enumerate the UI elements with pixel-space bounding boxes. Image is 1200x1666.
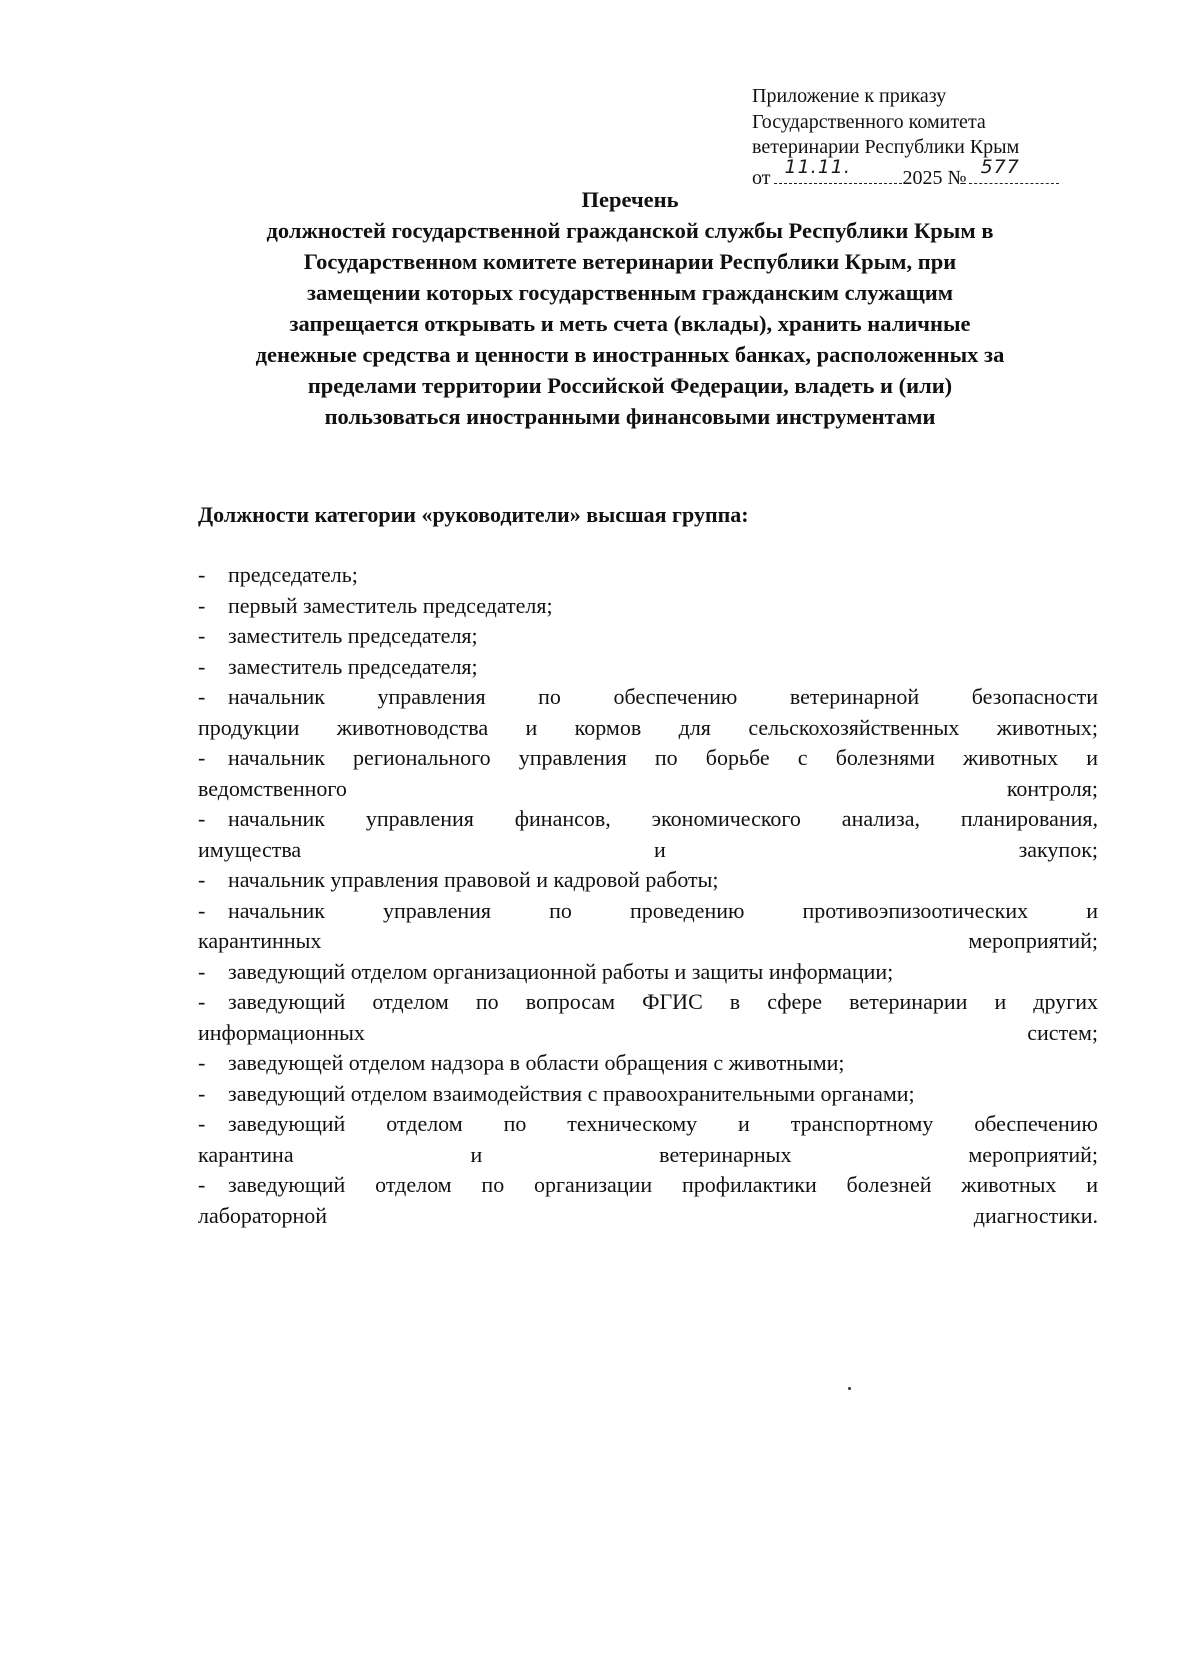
position-text-continuation: продукции животноводства и кормов для сельскохозяйственных животных; bbox=[198, 714, 1098, 740]
list-item bbox=[198, 743, 1098, 804]
dash-bullet: - bbox=[198, 684, 206, 709]
dash-bullet: - bbox=[198, 653, 206, 679]
position-text: заведующий отделом по техническому и транспортному обеспечению bbox=[228, 1111, 1098, 1136]
dash-bullet: - bbox=[198, 592, 206, 618]
position-first-line bbox=[198, 682, 1098, 713]
list-item bbox=[198, 1079, 1098, 1110]
position-text-continuation: карантинных мероприятий; bbox=[198, 928, 1098, 953]
attachment-line-1: Приложение к приказу bbox=[752, 85, 947, 107]
position-text: начальник управления по обеспечению ветеринарной безопасности bbox=[228, 684, 1098, 709]
dash-bullet: - bbox=[198, 623, 206, 648]
dash-bullet: - bbox=[198, 806, 206, 831]
dash-bullet: - bbox=[198, 562, 206, 587]
title-text bbox=[180, 215, 1080, 432]
position-text: председатель; bbox=[228, 562, 358, 587]
section-heading: Должности категории «руководители» высшая группа: bbox=[198, 502, 749, 527]
position-text: заведующий отделом взаимодействия с правоохранительными органами; bbox=[228, 1080, 915, 1106]
position-text: первый заместитель председателя; bbox=[228, 592, 553, 618]
list-item bbox=[198, 987, 1098, 1048]
title-line: Государственном комитете ветеринарии Республики Крым, при bbox=[303, 249, 957, 274]
title-line: должностей государственной гражданской службы Республики Крым в bbox=[266, 218, 994, 243]
position-text-continuation: ведомственного контроля; bbox=[198, 775, 1098, 801]
position-text-continuation: лабораторной диагностики. bbox=[198, 1202, 1098, 1228]
title-line: пределами территории Российской Федерации, владеть и (или) bbox=[307, 373, 953, 398]
dash-bullet: - bbox=[198, 1172, 206, 1197]
dash-bullet: - bbox=[198, 1080, 206, 1106]
scan-speck bbox=[848, 1387, 851, 1390]
document-title bbox=[180, 184, 1080, 432]
order-number-field bbox=[969, 156, 1059, 184]
attachment-header bbox=[752, 84, 1092, 191]
position-text-continuation: информационных систем; bbox=[198, 1019, 1098, 1045]
dash-bullet: - bbox=[198, 745, 206, 770]
position-first-line bbox=[198, 1109, 1098, 1140]
position-text: заведующий отделом по организации профилактики болезней животных и bbox=[228, 1172, 1098, 1197]
attachment-line-3: ветеринарии Республики Крым bbox=[752, 136, 1020, 158]
order-year: 2025 № bbox=[902, 166, 967, 189]
list-item bbox=[198, 1170, 1098, 1231]
dash-bullet: - bbox=[198, 1111, 206, 1136]
list-item bbox=[198, 957, 1098, 988]
title-line: запрещается открывать и меть счета (вклады), хранить наличные bbox=[289, 311, 971, 336]
handwritten-date: 11.11. bbox=[784, 156, 851, 178]
title-line: замещении которых государственным гражданским служащим bbox=[306, 280, 954, 305]
positions-list bbox=[198, 560, 1098, 1231]
title-line: пользоваться иностранными финансовыми инструментами bbox=[324, 404, 936, 429]
dash-bullet: - bbox=[198, 867, 206, 892]
position-first-line bbox=[198, 987, 1098, 1018]
date-field bbox=[774, 156, 902, 184]
dash-bullet: - bbox=[198, 989, 206, 1014]
date-prefix: от bbox=[752, 166, 771, 189]
dash-bullet: - bbox=[198, 1050, 206, 1075]
position-text: начальник управления по проведению противоэпизоотических и bbox=[228, 897, 1098, 923]
list-item bbox=[198, 652, 1098, 683]
position-text: заведующей отделом надзора в области обращения с животными; bbox=[228, 1050, 845, 1075]
position-first-line bbox=[198, 1170, 1098, 1201]
position-text: заведующий отделом по вопросам ФГИС в сфере ветеринарии и других bbox=[228, 989, 1098, 1014]
position-text: заместитель председателя; bbox=[228, 653, 478, 679]
list-item bbox=[198, 591, 1098, 622]
position-text-continuation: имущества и закупок; bbox=[198, 836, 1098, 862]
position-text-continuation: карантина и ветеринарных мероприятий; bbox=[198, 1141, 1098, 1167]
dash-bullet: - bbox=[198, 897, 206, 923]
list-item bbox=[198, 804, 1098, 865]
list-item bbox=[198, 621, 1098, 652]
position-first-line bbox=[198, 896, 1098, 927]
position-text: заместитель председателя; bbox=[228, 623, 478, 648]
list-item bbox=[198, 560, 1098, 591]
list-item bbox=[198, 1048, 1098, 1079]
position-text: начальник управления финансов, экономического анализа, планирования, bbox=[228, 806, 1098, 831]
list-item bbox=[198, 865, 1098, 896]
position-text: начальник управления правовой и кадровой работы; bbox=[228, 867, 719, 892]
position-first-line bbox=[198, 804, 1098, 835]
dash-bullet: - bbox=[198, 958, 206, 984]
list-item bbox=[198, 1109, 1098, 1170]
position-first-line bbox=[198, 743, 1098, 774]
attachment-line-2: Государственного комитета bbox=[752, 110, 986, 133]
position-text: начальник регионального управления по борьбе с болезнями животных и bbox=[228, 745, 1098, 770]
title-heading: Перечень bbox=[581, 187, 679, 212]
title-line: денежные средства и ценности в иностранных банках, расположенных за bbox=[255, 342, 1005, 367]
list-item bbox=[198, 682, 1098, 743]
position-text: заведующий отделом организационной работы и защиты информации; bbox=[228, 958, 894, 984]
handwritten-order-number: 577 bbox=[980, 156, 1020, 178]
list-item bbox=[198, 896, 1098, 957]
